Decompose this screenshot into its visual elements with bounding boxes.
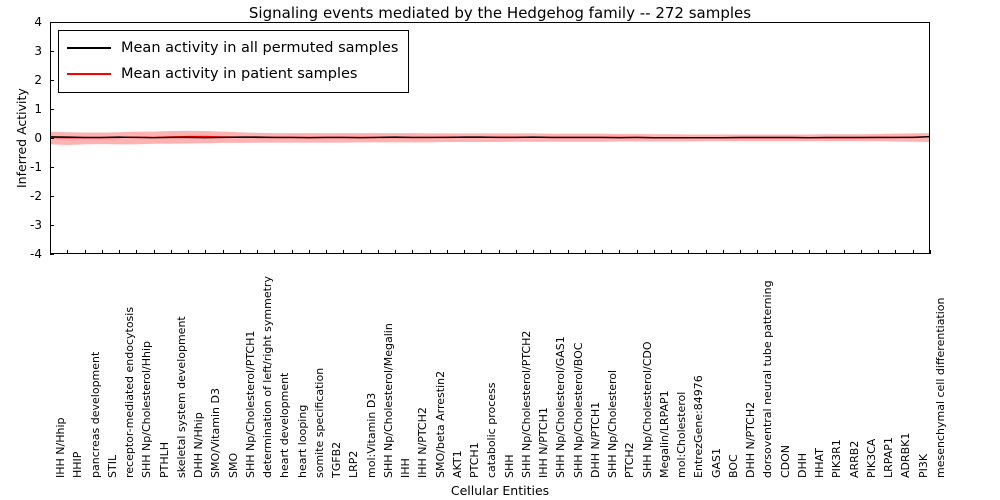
x-tick-mark [792,250,793,254]
x-tick-mark [274,250,275,254]
legend-label-patient: Mean activity in patient samples [121,66,358,82]
y-tick-mark [50,167,54,168]
legend [58,30,409,93]
x-tick-mark [878,250,879,254]
x-tick-mark [706,250,707,254]
y-tick-mark [50,225,54,226]
legend-label-permuted: Mean activity in all permuted samples [121,40,399,56]
x-tick-mark [102,250,103,254]
x-tick-label: Megalin/LRPAP1 [657,390,671,478]
x-tick-mark [464,250,465,254]
x-tick-label: HHIP [71,451,85,478]
x-tick-label: pancreas development [88,351,102,478]
x-tick-label: skeletal system development [174,316,188,478]
x-tick-label: determination of left/right symmetry [261,276,275,478]
x-tick-mark [85,250,86,254]
y-tick-mark [50,51,54,52]
x-tick-label: ADRBK1 [899,432,913,478]
x-tick-mark [378,250,379,254]
y-tick-label: 2 [34,73,42,87]
x-tick-label: IHH [399,458,413,478]
x-tick-mark [844,250,845,254]
x-tick-label: DHH N/Hhip [192,412,206,478]
x-tick-label: PTCH1 [468,442,482,478]
x-tick-label: SMO/Vitamin D3 [209,388,223,478]
legend-item [67,35,398,61]
x-tick-mark [430,250,431,254]
x-tick-mark [499,250,500,254]
legend-swatch-patient [67,73,111,75]
x-tick-mark [895,250,896,254]
x-tick-mark [292,250,293,254]
legend-swatch-permuted [67,47,111,49]
x-tick-mark [585,250,586,254]
x-tick-label: PTHLH [157,441,171,478]
x-tick-label: SHH Np/Cholesterol/GAS1 [554,336,568,478]
x-tick-mark [395,250,396,254]
x-tick-label: PI3K [916,453,930,478]
x-tick-mark [67,250,68,254]
x-tick-label: TGFB2 [330,441,344,478]
x-tick-mark [740,250,741,254]
x-tick-label: mol:Cholesterol [675,391,689,478]
x-tick-mark [913,250,914,254]
x-tick-label: LRPAP1 [882,437,896,478]
x-tick-mark [50,250,51,254]
y-tick-mark [50,80,54,81]
y-tick-label: 1 [34,102,42,116]
x-tick-mark [309,250,310,254]
x-tick-label: PIK3CA [864,438,878,478]
x-tick-mark [447,250,448,254]
x-tick-label: GAS1 [709,447,723,478]
x-tick-label: DHH [795,452,809,478]
y-axis-label: Inferred Activity [14,88,29,188]
x-tick-label: receptor-mediated endocytosis [123,306,137,478]
x-tick-label: AKT1 [450,450,464,478]
x-tick-label: dorsoventral neural tube patterning [761,280,775,478]
x-tick-label: STIL [105,454,119,478]
x-tick-mark [775,250,776,254]
x-tick-label: SMO/beta Arrestin2 [433,370,447,478]
x-tick-mark [257,250,258,254]
x-tick-mark [809,250,810,254]
x-tick-label: IHH N/PTCH2 [416,407,430,478]
x-tick-mark [481,250,482,254]
x-tick-label: catabolic process [485,382,499,478]
x-tick-label: DHH N/PTCH1 [588,401,602,478]
x-tick-mark [602,250,603,254]
x-tick-label: PTCH2 [623,442,637,478]
y-tick-label: 3 [34,44,42,58]
x-tick-label: SHH [502,454,516,478]
x-tick-mark [568,250,569,254]
x-tick-label: SHH Np/Cholesterol/CDO [640,341,654,478]
x-tick-mark [688,250,689,254]
y-tick-label: -4 [30,247,42,261]
x-tick-mark [240,250,241,254]
x-axis-label: Cellular Entities [450,483,550,498]
x-tick-label: SHH Np/Cholesterol/PTCH1 [243,330,257,478]
x-tick-mark [516,250,517,254]
y-tick-mark [50,196,54,197]
chart-title: Signaling events mediated by the Hedgehog family -- 272 samples [248,4,752,22]
y-tick-label: 0 [34,131,42,145]
x-tick-mark [930,250,931,254]
x-tick-mark [154,250,155,254]
x-tick-label: SMO [226,452,240,478]
x-tick-label: heart looping [295,404,309,478]
legend-item [67,61,398,87]
x-tick-label: IHH N/Hhip [54,417,67,478]
x-tick-label: SHH Np/Cholesterol/PTCH2 [519,330,533,478]
y-tick-label: 4 [34,15,42,29]
x-tick-label: PIK3R1 [830,439,844,478]
x-tick-mark [412,250,413,254]
x-tick-label: EntrezGene:84976 [692,375,706,478]
x-tick-label: heart development [278,372,292,478]
x-tick-mark [119,250,120,254]
x-tick-label: somite specification [312,367,326,478]
x-tick-mark [671,250,672,254]
y-tick-mark [50,254,54,255]
x-tick-mark [343,250,344,254]
y-tick-label: -2 [30,189,42,203]
x-tick-label: SHH Np/Cholesterol/BOC [571,342,585,478]
x-tick-label: mesenchymal cell differentiation [934,297,947,478]
x-tick-mark [326,250,327,254]
x-tick-label: LRP2 [347,450,361,478]
y-tick-label: -1 [30,160,42,174]
x-tick-label: ARRB2 [847,440,861,478]
y-tick-mark [50,109,54,110]
x-tick-mark [757,250,758,254]
x-tick-label: SHH Np/Cholesterol/Megalin [381,323,395,478]
x-tick-label: CDON [778,444,792,478]
y-tick-label: -3 [30,218,42,232]
x-tick-mark [223,250,224,254]
x-tick-label: IHH N/PTCH1 [537,407,551,478]
x-tick-label: SHH Np/Cholesterol/Hhip [140,340,154,478]
x-tick-mark [205,250,206,254]
y-tick-mark [50,138,54,139]
x-tick-mark [171,250,172,254]
x-tick-mark [654,250,655,254]
x-tick-mark [188,250,189,254]
x-tick-mark [533,250,534,254]
x-tick-mark [361,250,362,254]
x-tick-label: SHH Np/Cholesterol [606,369,620,478]
x-tick-label: BOC [726,454,740,478]
x-tick-mark [619,250,620,254]
x-tick-label: HHAT [813,448,827,478]
x-tick-mark [136,250,137,254]
x-tick-mark [826,250,827,254]
x-tick-mark [550,250,551,254]
x-tick-mark [723,250,724,254]
x-tick-mark [637,250,638,254]
y-tick-mark [50,22,54,23]
x-tick-mark [861,250,862,254]
x-tick-label: mol:Vitamin D3 [364,392,378,478]
x-tick-label: DHH N/PTCH2 [744,401,758,478]
